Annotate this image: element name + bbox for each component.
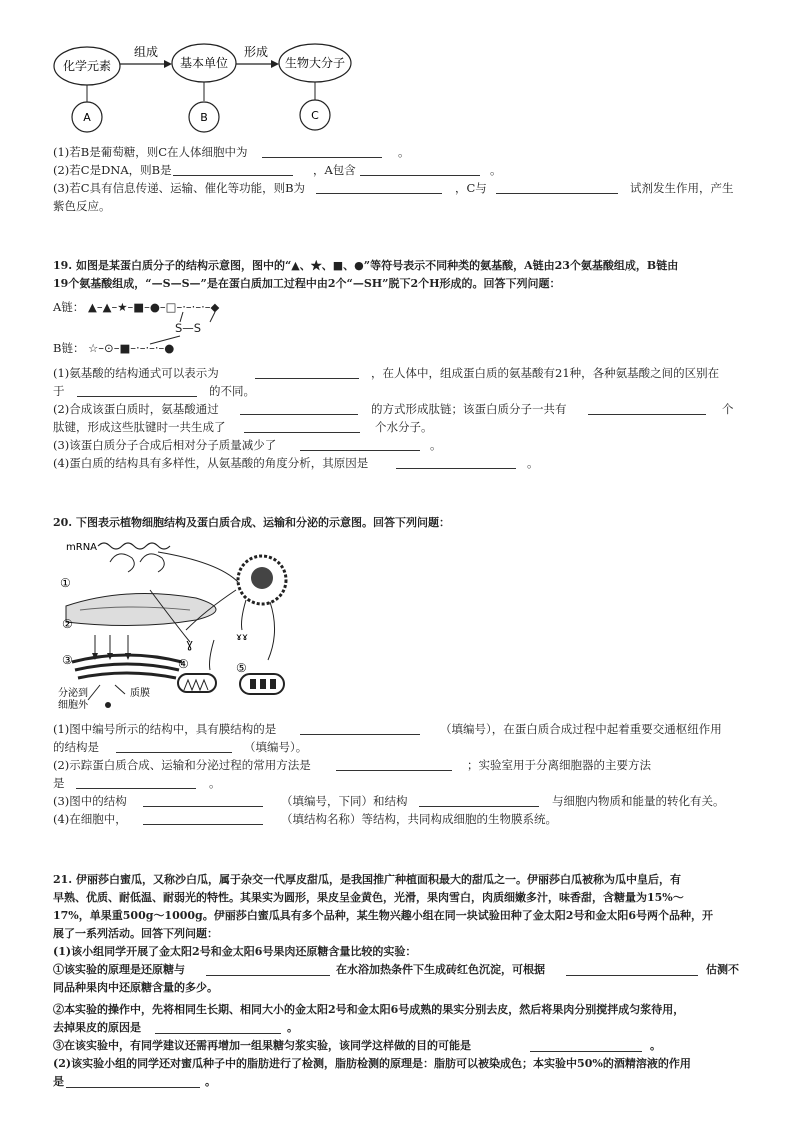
q21-l8: ②本实验的操作中，先将相同生长期、相同大小的金太阳2号和金太阳6号成熟的果实分别去皮，然后将果肉分别搅拌成匀浆待用，	[53, 1003, 685, 1016]
q19-q1b: ，在人体中，组成蛋白质的氨基酸有21种，各种氨基酸之间的区别在	[371, 366, 720, 380]
q20-blank4[interactable]	[76, 788, 196, 789]
q18-line1: (1)若B是葡萄糖，则C在人体细胞中为	[53, 145, 248, 159]
label-1: ①	[60, 576, 71, 590]
q19-q2b: 的方式形成肽链；该蛋白质分子一共有	[371, 402, 567, 416]
q19-q1d: 的不同。	[209, 384, 255, 398]
ribosome-right	[140, 554, 164, 572]
q18-line4: 紫色反应。	[53, 199, 111, 213]
q21-blank2[interactable]	[566, 975, 698, 976]
q21-l9b: 。	[287, 1021, 298, 1034]
mrna-label: mRNA	[66, 542, 98, 553]
q21-l12b: 。	[205, 1075, 216, 1088]
q20-q1d: （填编号）。	[244, 740, 308, 754]
svg-text:生物大分子: 生物大分子	[284, 56, 346, 70]
q20-blank7[interactable]	[143, 824, 263, 825]
q21-stem4: 展了一系列活动。回答下列问题：	[53, 927, 218, 940]
q20-blank6[interactable]	[419, 806, 539, 807]
q19-q1c: 于	[53, 384, 65, 398]
secrete-label: 分泌到	[58, 688, 88, 699]
secrete-label-2: 细胞外	[58, 700, 88, 711]
chain-a-label: A链：	[53, 300, 85, 314]
q20-stem: 20. 下图表示植物细胞结构及蛋白质合成、运输和分泌的示意图。回答下列问题：	[53, 516, 450, 529]
q20-blank1[interactable]	[300, 734, 420, 735]
q19-q3b: 。	[430, 438, 442, 452]
q19-stem2: 19个氨基酸组成，“—S—S—”是在蛋白质加工过程中由2个“—SH”脱下2个H形成的。回答下列问题：	[53, 277, 561, 290]
chain-b-sequence: ☆–⊙–■–·–·–·–●	[88, 341, 175, 355]
q21-l10a: ③在该实验中，有同学建议还需再增加一组果糖匀浆实验，该同学这样做的目的可能是	[53, 1039, 471, 1052]
q20-q3a: (3)图中的结构	[53, 794, 127, 808]
q21-stem2: 早熟、优质、耐低温、耐弱光的特性。其果实为圆形，果皮呈金黄色，光滑，果肉雪白，肉质细嫩多汁，味香甜，含糖量为15%～	[53, 891, 684, 904]
q21-stem1: 21. 伊丽莎白蜜瓜，又称沙白瓜，属于杂交一代厚皮甜瓜，是我国推广种植面积最大的甜瓜之一。伊丽莎白瓜被称为瓜中皇后，有	[53, 873, 681, 886]
mrna-strand	[98, 543, 170, 549]
q20-q4a: (4)在细胞中，	[53, 812, 127, 826]
q19-q2a: (2)合成该蛋白质时，氨基酸通过	[53, 402, 219, 416]
ribosome-left	[110, 554, 134, 572]
q20-q2c: 是	[53, 776, 65, 790]
q20-q2d: 。	[209, 776, 221, 790]
q20-q1b: （填编号），在蛋白质合成过程中起着重要交通枢纽作用	[440, 722, 722, 736]
q20-q1c: 的结构是	[53, 740, 99, 754]
disulfide-label: S—S	[175, 321, 202, 335]
chain-b-label: B链：	[53, 341, 85, 355]
q20-q3c: 与细胞内物质和能量的转化有关。	[552, 794, 725, 808]
q19-q2e: 个水分子。	[375, 420, 433, 434]
svg-text:B: B	[200, 111, 208, 124]
q20-q2a: (2)示踪蛋白质合成、运输和分泌过程的常用方法是	[53, 758, 311, 772]
q21-l9a: 去掉果皮的原因是	[53, 1021, 141, 1034]
arrow-form-label: 形成	[243, 45, 269, 59]
q21-blank4[interactable]	[530, 1051, 642, 1052]
q21-l10b: 。	[650, 1039, 661, 1052]
q20-q2b: ；实验室用于分离细胞器的主要方法	[467, 758, 651, 772]
arrow-compose-label: 组成	[133, 45, 159, 59]
golgi-body	[72, 655, 182, 678]
svg-text:基本单位: 基本单位	[179, 56, 229, 70]
svg-text:化学元素: 化学元素	[62, 59, 112, 73]
svg-text:A: A	[83, 111, 91, 124]
q19-q4a: (4)蛋白质的结构具有多样性，从氨基酸的角度分析，其原因是	[53, 456, 369, 470]
chain-a-sequence: ▲–▲–★–■–●–□–·–·–·–◆	[88, 300, 220, 314]
q21-stem3: 17%，单果重500g～1000g。伊丽莎白蜜瓜具有多个品种，某生物兴趣小组在同一块试验田种了金太阳2号和金太阳6号两个品种，开	[53, 909, 714, 922]
q18-line3b: ，C与	[455, 181, 487, 195]
q18-line3a: (3)若C具有信息传递、运输、催化等功能，则B为	[53, 181, 306, 195]
q20-q1a: (1)图中编号所示的结构中，具有膜结构的是	[53, 722, 277, 736]
label-2: ②	[62, 617, 73, 631]
q21-l12a: 是	[53, 1075, 64, 1088]
q18-line1-end: 。	[398, 145, 410, 159]
q21-blank5[interactable]	[66, 1087, 200, 1088]
q20-blank2[interactable]	[116, 752, 232, 753]
label-5: ⑤	[236, 661, 247, 675]
q20-blank5[interactable]	[143, 806, 263, 807]
q21-blank1[interactable]	[206, 975, 330, 976]
q21-l6c: 估测不	[706, 963, 739, 976]
q20-blank3[interactable]	[336, 770, 452, 771]
membrane-label: 质膜	[130, 688, 150, 699]
q18-line3c: 试剂发生作用，产生	[630, 181, 734, 195]
q20-q4b: （填结构名称）等结构，共同构成细胞的生物膜系统。	[281, 812, 557, 826]
q21-part1: (1)该小组同学开展了金太阳2号和金太阳6号果肉还原糖含量比较的实验：	[53, 945, 417, 958]
q18-line2-end: 。	[490, 163, 502, 177]
q19-q4b: 。	[527, 456, 539, 470]
q19-stem1: 19. 如图是某蛋白质分子的结构示意图，图中的“▲、★、■、●”等符号表示不同种类的氨基酸，A链由23个氨基酸组成，B链由	[53, 259, 679, 272]
q19-q3a: (3)该蛋白质分子合成后相对分子质量减少了	[53, 438, 277, 452]
q21-l6b: 在水浴加热条件下生成砖红色沉淀，可根据	[336, 963, 545, 976]
q21-l11: (2)该实验小组的同学还对蜜瓜种子中的脂肪进行了检测，脂肪检测的原理是：脂肪可以被染成色；本实验中50%的酒精溶液的作用	[53, 1057, 691, 1070]
q21-l7: 同品种果肉中还原糖含量的多少。	[53, 981, 218, 994]
q19-q2d: 肽键，形成这些肽键时一共生成了	[53, 420, 226, 434]
q19-q1a: (1)氨基酸的结构通式可以表示为	[53, 366, 219, 380]
svg-text:ɣ: ɣ	[186, 637, 194, 651]
label-4: ④	[178, 657, 189, 671]
svg-text:ɤɤ: ɤɤ	[236, 632, 248, 643]
svg-text:C: C	[311, 109, 319, 122]
q18-line2b: ，A包含	[313, 163, 356, 177]
q21-blank3[interactable]	[155, 1033, 281, 1034]
q18-line2a: (2)若C是DNA，则B是	[53, 163, 172, 177]
label-3: ③	[62, 653, 73, 667]
q20-q3b: （填编号，下同）和结构	[281, 794, 408, 808]
q21-l6a: ①该实验的原理是还原糖与	[53, 963, 185, 976]
q19-q2c: 个	[722, 402, 734, 416]
